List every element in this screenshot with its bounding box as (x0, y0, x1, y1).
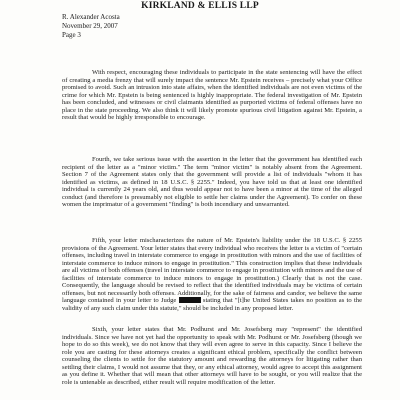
firm-letterhead: KIRKLAND & ELLIS LLP (141, 1, 259, 11)
paragraph-3-continuation: stating that "[t]he United States takes no position as to the validity of any such claim under this statute," should be included in any proposed letter. (62, 297, 363, 312)
letter-date: November 29, 2007 (62, 21, 118, 30)
paragraph-3 (62, 237, 362, 312)
letter-meta (62, 13, 120, 39)
redaction-bar (179, 297, 201, 303)
paragraph-1: With respect, encouraging these individuals to participate in the state sentencing will have the effect of creating a media frenzy that will surely impact the sentence Mr. Epstein receives – precisely what your Office promised to avoid. Such an intrusion into state affairs, when the identified individuals are not even victims of the crime for which Mr. Epstein is being sentenced is highly inappropriate. The federal investigation of Mr. Epstein has been concluded, and witnesses or civil claimants identified as purported victims of federal offenses have no place in the state proceeding. We also think it will likely promote spurious civil litigation against Mr. Epstein, a result that would be highly irresponsible to encourage. (62, 69, 362, 122)
page-number: Page 3 (62, 30, 81, 39)
paragraph-2: Fourth, we take serious issue with the assertion in the letter that the government has identified each recipient of the letter as a "minor victim." The term "minor victim" is notably absent from the Agreement. Section 7 of the Agreement states only that the government will provide a list of individuals "whom it has identified as victims, as defined in 18 U.S.C. § 2255." Indeed, you have told us that at least one identified individual is currently 24 years old, and thus would appear not to have been a minor at the time of the alleged conduct (and therefore is presumably not eligible to settle her claims under the Agreement). To confer on these women the imprimatur of a government "finding" is both incendiary and unwarranted. (62, 156, 362, 209)
paragraph-4: Sixth, your letter states that Mr. Podhurst and Mr. Josefsberg may "represent" the identified individuals. Since we have not yet had the opportunity to speak with Mr. Podhurst or Mr. Josefsberg (though we hope to do so this week), we do not know that they will even agree to serve in this capacity. Since I believe the role you are casting for these attorneys creates a significant ethical problem, specifically the conflict between counseling the clients to settle for the statutory amount and rewarding the attorneys for litigating rather than settling their claims, I would not assume that they, or any ethical attorney, would agree to accept this assignment as you define it. Whether that will mean that other attorneys will have to be sought, or you will realize that the role is untenable as described, either result will require modification of the letter. (62, 326, 362, 386)
paragraph-3-text: Fifth, your letter mischaracterizes the nature of Mr. Epstein's liability under the 18 U.S.C. § 2255 provisions of the Agreement. Your letter states that every individual who receives the letter is a victim of "certain offenses, including travel in interstate commerce to engage in prostitution with minors and the use of facilities of interstate commerce to induce minors to engage in prostitution." This construction implies that these individuals are all victims of both offenses (travel in interstate commerce to engage in prostitution with minors and the use of facilities of interstate commerce to induce minors to engage in prostitution.) Clearly that is not the case. Consequently, the language should be revised to reflect that the identified individuals may be victims of certain offenses, but not necessarily both offenses. Additionally, for the sake of fairness and candor, we believe the same language contained in your letter to Judge (62, 237, 362, 305)
recipient-name: R. Alexander Acosta (62, 13, 120, 21)
